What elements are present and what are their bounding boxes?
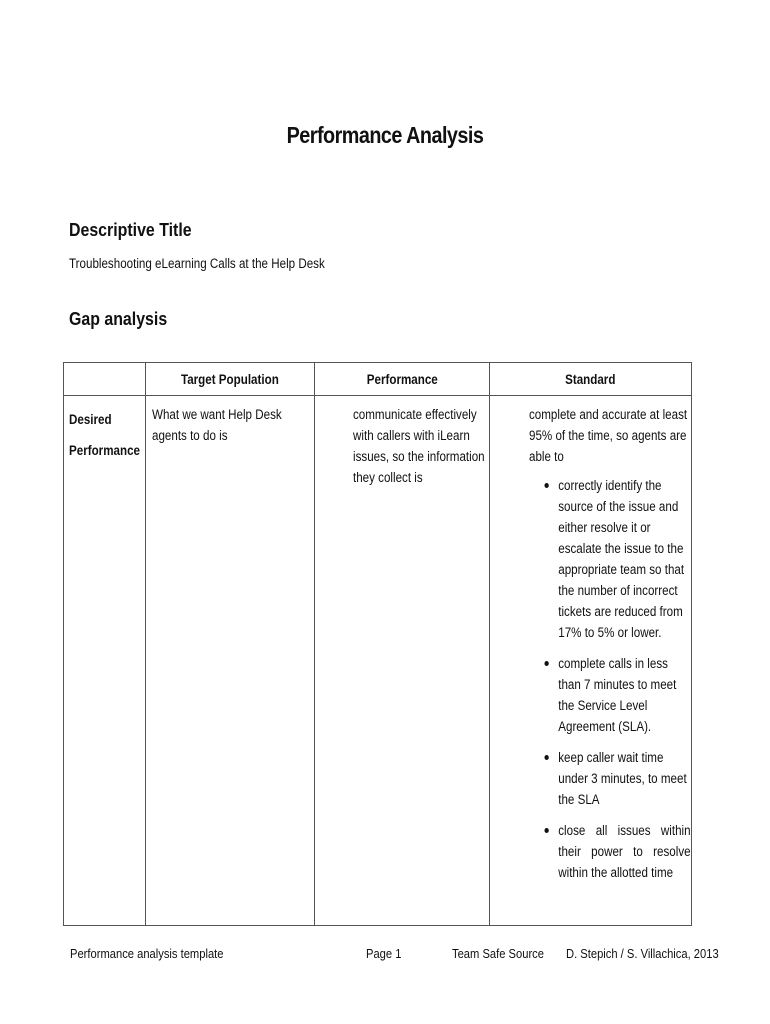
table-header-empty [64,363,146,396]
standard-cell [490,396,692,926]
footer-page: Page 1 [366,946,402,961]
page-title: Performance Analysis [286,122,484,148]
target-population-text: What we want Help Desk agents to do is [152,407,282,443]
row-label-line1: Desired [69,412,112,427]
footer-authors: D. Stepich / S. Villachica, 2013 [566,946,719,961]
performance-cell [315,396,490,926]
gap-analysis-table [63,362,692,926]
standard-bullet-list [529,475,691,883]
list-item: close all issues within their power to resolve within the allotted time [544,820,690,883]
descriptive-title-text: Troubleshooting eLearning Calls at the Help Desk [69,256,325,271]
list-item: correctly identify the source of the issue and either resolve it or escalate the issue to the appropriate team so that the number of incorrect tickets are reduced from 17% to 5% or lower. [544,475,690,643]
gap-analysis-heading: Gap analysis [69,308,168,329]
performance-text: communicate effectively with callers with iLearn issues, so the information they collect is [353,407,485,485]
table-header-performance: Performance [315,363,490,396]
standard-intro-text: complete and accurate at least 95% of the time, so agents are able to [529,407,688,464]
list-item: keep caller wait time under 3 minutes, to meet the SLA [544,747,690,810]
row-label-line2: Performance [69,443,140,458]
target-population-cell [146,396,315,926]
footer-template: Performance analysis template [70,946,224,961]
table-header-row [64,363,692,396]
table-row [64,396,692,926]
footer-team: Team Safe Source [452,946,544,961]
row-label-cell [64,396,146,926]
table-header-standard: Standard [490,363,692,396]
descriptive-title-heading: Descriptive Title [69,219,192,240]
list-item: complete calls in less than 7 minutes to meet the Service Level Agreement (SLA). [544,653,690,737]
table-header-target-population: Target Population [146,363,315,396]
